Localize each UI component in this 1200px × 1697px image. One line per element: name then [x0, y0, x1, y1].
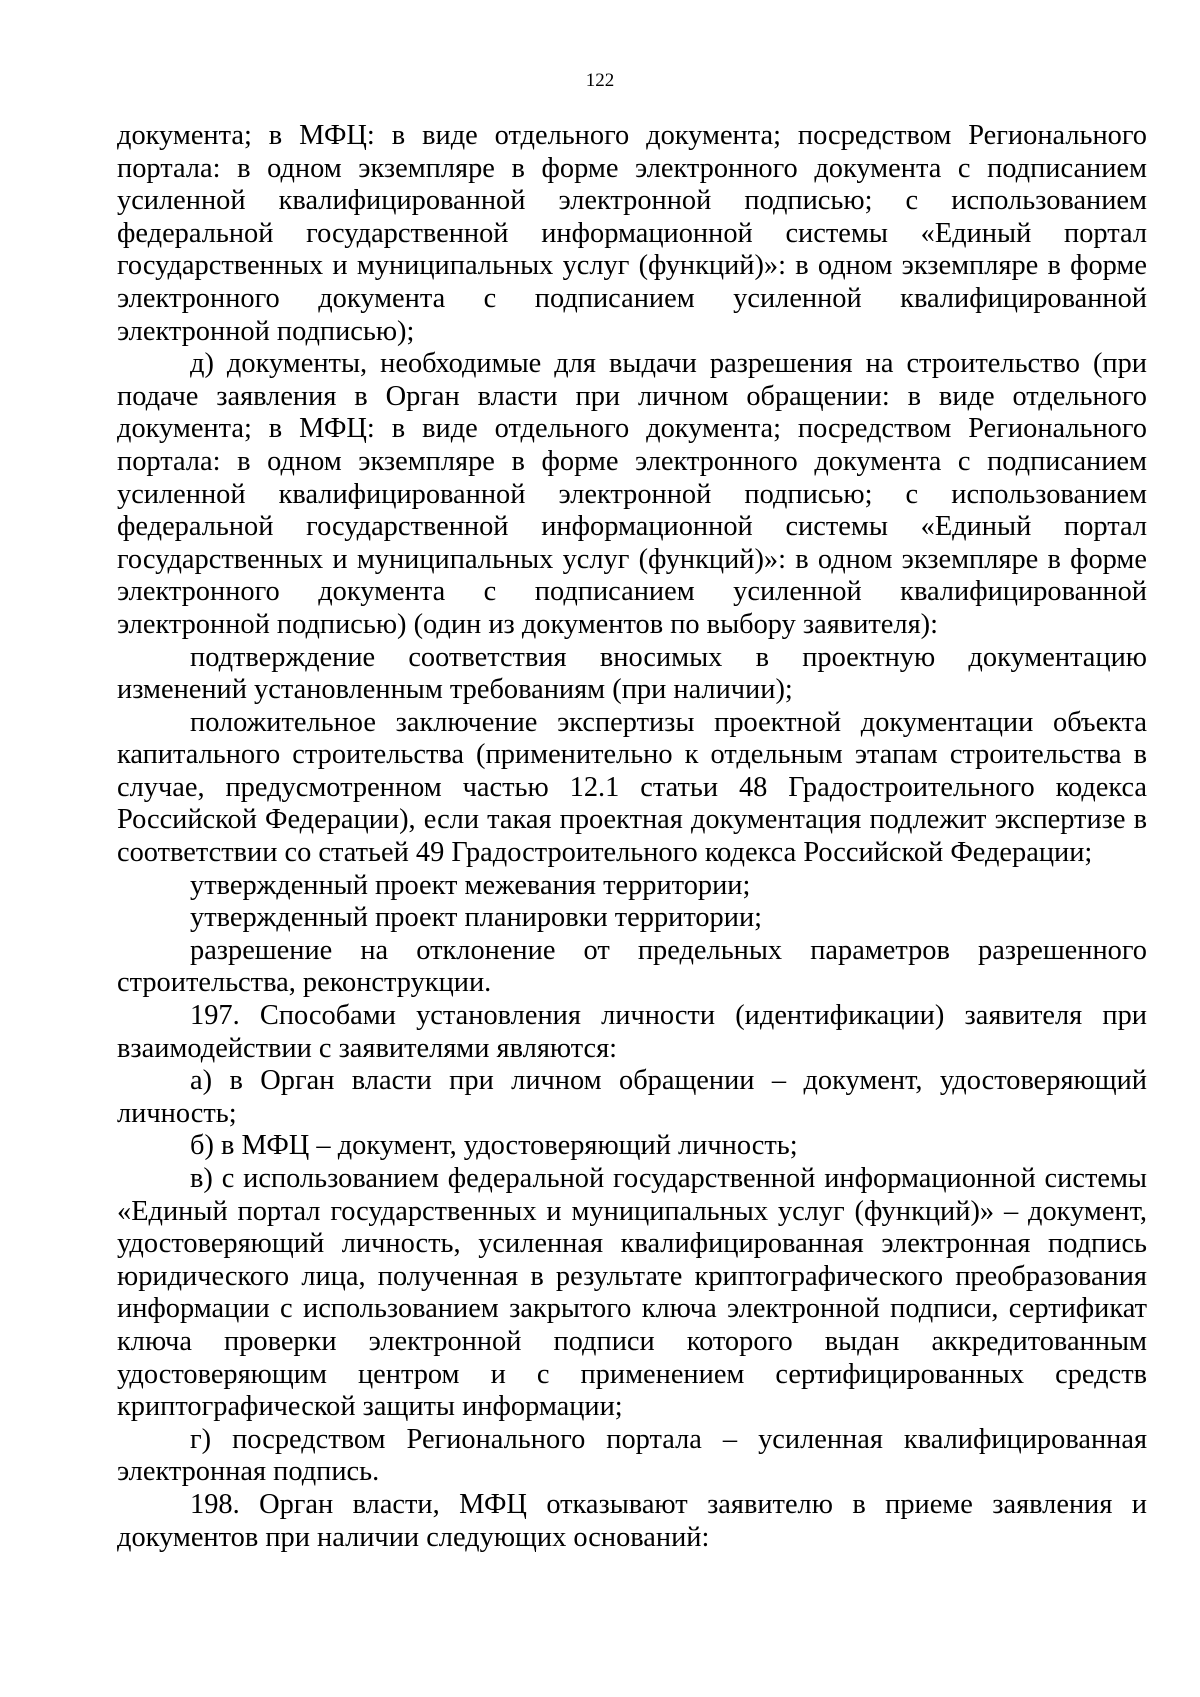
paragraph: положительное заключение экспертизы проектной документации объекта капитального строительства (применительно к отдельным этапам строительства в случае, предусмотренном частью 12.1 статьи 48 Градостроительного кодекса Российской Федерации), если такая проектная документация подлежит экспертизе в соответствии со статьей 49 Градостроительного кодекса Российской Федерации;	[117, 706, 1147, 869]
paragraph: утвержденный проект планировки территории;	[190, 902, 763, 934]
document-body	[117, 120, 1147, 1554]
paragraph: а) в Орган власти при личном обращении – документ, удостоверяющий личность;	[117, 1065, 1147, 1129]
paragraph: 198. Орган власти, МФЦ отказывают заявителю в приеме заявления и документов при наличии следующих оснований:	[117, 1488, 1147, 1553]
paragraph: д) документы, необходимые для выдачи разрешения на строительство (при подаче заявления в Орган власти при личном обращении: в виде отдельного документа; в МФЦ: в виде отдельного документа; посредством Регионального портала: в одном экземпляре в форме электронного документа с подписанием усиленной квалифицированной электронной подписью; с использованием федеральной государственной информационной системы «Единый портал государственных и муниципальных услуг (функций)»: в одном экземпляре в форме электронного документа с подписанием усиленной квалифицированной электронной подписью) (один из документов по выбору заявителя):	[117, 348, 1147, 640]
paragraph: разрешение на отклонение от предельных параметров разрешенного строительства, реконструкции.	[117, 934, 1147, 999]
paragraph: подтверждение соответствия вносимых в проектную документацию изменений установленным требованиям (при наличии);	[117, 641, 1147, 706]
page-number: 122	[585, 70, 615, 91]
paragraph: документа; в МФЦ: в виде отдельного документа; посредством Регионального портала: в одном экземпляре в форме электронного документа с подписанием усиленной квалифицированной электронной подписью; с использованием федеральной государственной информационной системы «Единый портал государственных и муниципальных услуг (функций)»: в одном экземпляре в форме электронного документа с подписанием усиленной квалифицированной электронной подписью);	[117, 120, 1147, 347]
paragraph: 197. Способами установления личности (идентификации) заявителя при взаимодействии с заявителями являются:	[117, 1000, 1147, 1064]
paragraph: утвержденный проект межевания территории;	[190, 869, 751, 901]
paragraph: в) с использованием федеральной государственной информационной системы «Единый портал государственных и муниципальных услуг (функций)» – документ, удостоверяющий личность, усиленная квалифицированная электронная подпись юридического лица, полученная в результате криптографического преобразования информации с использованием закрытого ключа электронной подписи, сертификат ключа проверки электронной подписи которого выдан аккредитованным удостоверяющим центром и с применением сертифицированных средств криптографической защиты информации;	[117, 1163, 1147, 1423]
paragraph: б) в МФЦ – документ, удостоверяющий личность;	[190, 1130, 798, 1162]
paragraph: г) посредством Регионального портала – усиленная квалифицированная электронная подпись.	[117, 1423, 1147, 1488]
